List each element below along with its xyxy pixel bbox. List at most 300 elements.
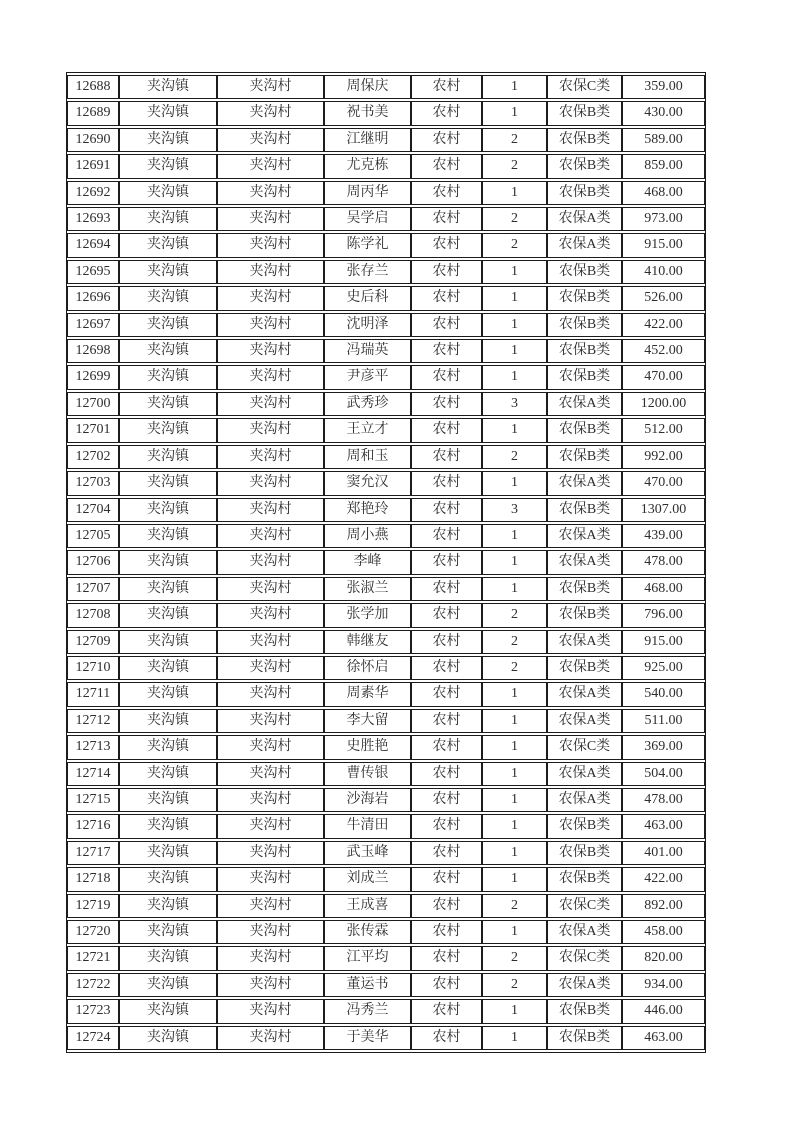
cell-town: 夹沟镇	[119, 999, 217, 1023]
cell-village: 夹沟村	[217, 762, 324, 786]
cell-town: 夹沟镇	[119, 656, 217, 680]
cell-serial: 12714	[67, 762, 119, 786]
table-row	[67, 233, 705, 257]
cell-residence: 农村	[411, 920, 482, 944]
cell-amount: 478.00	[622, 550, 705, 574]
cell-amount: 410.00	[622, 260, 705, 284]
cell-amount: 463.00	[622, 814, 705, 838]
cell-name: 李大留	[324, 709, 411, 733]
cell-residence: 农村	[411, 75, 482, 99]
cell-name: 刘成兰	[324, 867, 411, 891]
cell-serial: 12722	[67, 973, 119, 997]
cell-name: 武玉峰	[324, 841, 411, 865]
cell-residence: 农村	[411, 233, 482, 257]
cell-category: 农保A类	[547, 709, 622, 733]
cell-category: 农保C类	[547, 894, 622, 918]
cell-village: 夹沟村	[217, 999, 324, 1023]
cell-serial: 12706	[67, 550, 119, 574]
cell-town: 夹沟镇	[119, 339, 217, 363]
table-row	[67, 550, 705, 574]
cell-category: 农保B类	[547, 577, 622, 601]
cell-name: 窦允汉	[324, 471, 411, 495]
cell-village: 夹沟村	[217, 577, 324, 601]
cell-name: 武秀珍	[324, 392, 411, 416]
cell-village: 夹沟村	[217, 498, 324, 522]
cell-amount: 915.00	[622, 233, 705, 257]
cell-count: 2	[482, 233, 547, 257]
cell-amount: 478.00	[622, 788, 705, 812]
cell-amount: 458.00	[622, 920, 705, 944]
cell-category: 农保B类	[547, 445, 622, 469]
cell-count: 1	[482, 867, 547, 891]
cell-amount: 422.00	[622, 867, 705, 891]
table-row	[67, 709, 705, 733]
table-body	[67, 75, 705, 1050]
cell-serial: 12697	[67, 313, 119, 337]
cell-serial: 12700	[67, 392, 119, 416]
cell-name: 周保庆	[324, 75, 411, 99]
cell-town: 夹沟镇	[119, 207, 217, 231]
table-row	[67, 841, 705, 865]
cell-count: 1	[482, 260, 547, 284]
table-row	[67, 1026, 705, 1050]
cell-residence: 农村	[411, 418, 482, 442]
cell-amount: 512.00	[622, 418, 705, 442]
table-row	[67, 498, 705, 522]
cell-serial: 12698	[67, 339, 119, 363]
cell-village: 夹沟村	[217, 735, 324, 759]
cell-residence: 农村	[411, 286, 482, 310]
cell-count: 1	[482, 365, 547, 389]
cell-serial: 12694	[67, 233, 119, 257]
cell-town: 夹沟镇	[119, 286, 217, 310]
cell-village: 夹沟村	[217, 973, 324, 997]
cell-amount: 511.00	[622, 709, 705, 733]
cell-amount: 992.00	[622, 445, 705, 469]
cell-serial: 12705	[67, 524, 119, 548]
cell-town: 夹沟镇	[119, 867, 217, 891]
cell-category: 农保A类	[547, 630, 622, 654]
cell-name: 吴学启	[324, 207, 411, 231]
cell-village: 夹沟村	[217, 814, 324, 838]
cell-count: 2	[482, 973, 547, 997]
cell-residence: 农村	[411, 392, 482, 416]
cell-residence: 农村	[411, 550, 482, 574]
cell-village: 夹沟村	[217, 75, 324, 99]
cell-town: 夹沟镇	[119, 814, 217, 838]
cell-amount: 470.00	[622, 471, 705, 495]
cell-residence: 农村	[411, 313, 482, 337]
cell-category: 农保A类	[547, 392, 622, 416]
cell-category: 农保A类	[547, 920, 622, 944]
cell-count: 3	[482, 498, 547, 522]
cell-amount: 973.00	[622, 207, 705, 231]
cell-serial: 12724	[67, 1026, 119, 1050]
cell-amount: 359.00	[622, 75, 705, 99]
cell-name: 冯秀兰	[324, 999, 411, 1023]
cell-category: 农保B类	[547, 999, 622, 1023]
cell-count: 1	[482, 814, 547, 838]
cell-residence: 农村	[411, 181, 482, 205]
cell-village: 夹沟村	[217, 630, 324, 654]
cell-village: 夹沟村	[217, 550, 324, 574]
cell-town: 夹沟镇	[119, 973, 217, 997]
cell-town: 夹沟镇	[119, 894, 217, 918]
cell-category: 农保A类	[547, 762, 622, 786]
cell-town: 夹沟镇	[119, 498, 217, 522]
cell-residence: 农村	[411, 762, 482, 786]
cell-residence: 农村	[411, 577, 482, 601]
table-row	[67, 867, 705, 891]
cell-amount: 430.00	[622, 101, 705, 125]
cell-residence: 农村	[411, 656, 482, 680]
cell-category: 农保B类	[547, 260, 622, 284]
cell-village: 夹沟村	[217, 207, 324, 231]
cell-serial: 12713	[67, 735, 119, 759]
cell-village: 夹沟村	[217, 788, 324, 812]
cell-residence: 农村	[411, 339, 482, 363]
cell-category: 农保B类	[547, 1026, 622, 1050]
table-row	[67, 735, 705, 759]
cell-serial: 12689	[67, 101, 119, 125]
cell-count: 1	[482, 841, 547, 865]
cell-name: 周小燕	[324, 524, 411, 548]
cell-count: 2	[482, 946, 547, 970]
cell-town: 夹沟镇	[119, 260, 217, 284]
cell-name: 史胜艳	[324, 735, 411, 759]
cell-count: 2	[482, 445, 547, 469]
cell-village: 夹沟村	[217, 418, 324, 442]
cell-amount: 796.00	[622, 603, 705, 627]
table-row	[67, 339, 705, 363]
cell-town: 夹沟镇	[119, 682, 217, 706]
cell-serial: 12701	[67, 418, 119, 442]
cell-name: 周和玉	[324, 445, 411, 469]
cell-count: 2	[482, 630, 547, 654]
table-row	[67, 445, 705, 469]
cell-residence: 农村	[411, 709, 482, 733]
cell-residence: 农村	[411, 735, 482, 759]
cell-name: 祝书美	[324, 101, 411, 125]
table-row	[67, 418, 705, 442]
table-row	[67, 365, 705, 389]
table-row	[67, 920, 705, 944]
cell-category: 农保B类	[547, 286, 622, 310]
cell-residence: 农村	[411, 445, 482, 469]
cell-count: 1	[482, 75, 547, 99]
table-row	[67, 101, 705, 125]
cell-town: 夹沟镇	[119, 365, 217, 389]
cell-amount: 452.00	[622, 339, 705, 363]
cell-name: 张淑兰	[324, 577, 411, 601]
cell-serial: 12712	[67, 709, 119, 733]
cell-village: 夹沟村	[217, 233, 324, 257]
cell-count: 1	[482, 577, 547, 601]
cell-count: 1	[482, 313, 547, 337]
table-row	[67, 260, 705, 284]
cell-town: 夹沟镇	[119, 762, 217, 786]
cell-serial: 12720	[67, 920, 119, 944]
cell-name: 张学加	[324, 603, 411, 627]
cell-town: 夹沟镇	[119, 920, 217, 944]
cell-category: 农保C类	[547, 946, 622, 970]
cell-town: 夹沟镇	[119, 392, 217, 416]
table-row	[67, 524, 705, 548]
cell-village: 夹沟村	[217, 709, 324, 733]
cell-category: 农保B类	[547, 154, 622, 178]
cell-category: 农保A类	[547, 973, 622, 997]
cell-amount: 859.00	[622, 154, 705, 178]
table-row	[67, 313, 705, 337]
cell-serial: 12721	[67, 946, 119, 970]
cell-residence: 农村	[411, 260, 482, 284]
cell-residence: 农村	[411, 682, 482, 706]
cell-serial: 12696	[67, 286, 119, 310]
table-row	[67, 75, 705, 99]
cell-name: 江继明	[324, 128, 411, 152]
cell-amount: 470.00	[622, 365, 705, 389]
cell-serial: 12716	[67, 814, 119, 838]
cell-residence: 农村	[411, 999, 482, 1023]
cell-village: 夹沟村	[217, 260, 324, 284]
cell-village: 夹沟村	[217, 841, 324, 865]
cell-town: 夹沟镇	[119, 946, 217, 970]
cell-count: 1	[482, 1026, 547, 1050]
table-row	[67, 181, 705, 205]
cell-town: 夹沟镇	[119, 313, 217, 337]
cell-serial: 12699	[67, 365, 119, 389]
cell-village: 夹沟村	[217, 128, 324, 152]
cell-amount: 468.00	[622, 181, 705, 205]
cell-category: 农保A类	[547, 682, 622, 706]
cell-category: 农保B类	[547, 814, 622, 838]
cell-amount: 422.00	[622, 313, 705, 337]
table-row	[67, 762, 705, 786]
cell-count: 1	[482, 471, 547, 495]
cell-category: 农保A类	[547, 471, 622, 495]
table-row	[67, 603, 705, 627]
cell-village: 夹沟村	[217, 445, 324, 469]
cell-town: 夹沟镇	[119, 841, 217, 865]
cell-serial: 12708	[67, 603, 119, 627]
table-row	[67, 207, 705, 231]
cell-category: 农保B类	[547, 101, 622, 125]
cell-amount: 439.00	[622, 524, 705, 548]
cell-amount: 401.00	[622, 841, 705, 865]
cell-count: 3	[482, 392, 547, 416]
cell-serial: 12723	[67, 999, 119, 1023]
cell-serial: 12703	[67, 471, 119, 495]
cell-name: 李峰	[324, 550, 411, 574]
cell-count: 1	[482, 735, 547, 759]
table-row	[67, 154, 705, 178]
cell-category: 农保B类	[547, 128, 622, 152]
cell-residence: 农村	[411, 894, 482, 918]
cell-village: 夹沟村	[217, 154, 324, 178]
cell-town: 夹沟镇	[119, 788, 217, 812]
cell-amount: 463.00	[622, 1026, 705, 1050]
cell-amount: 820.00	[622, 946, 705, 970]
cell-village: 夹沟村	[217, 101, 324, 125]
cell-name: 张传霖	[324, 920, 411, 944]
cell-count: 2	[482, 128, 547, 152]
cell-count: 1	[482, 286, 547, 310]
cell-serial: 12707	[67, 577, 119, 601]
cell-serial: 12711	[67, 682, 119, 706]
cell-count: 1	[482, 550, 547, 574]
table-row	[67, 973, 705, 997]
cell-residence: 农村	[411, 498, 482, 522]
cell-category: 农保B类	[547, 339, 622, 363]
cell-amount: 589.00	[622, 128, 705, 152]
cell-category: 农保B类	[547, 867, 622, 891]
cell-town: 夹沟镇	[119, 154, 217, 178]
cell-amount: 468.00	[622, 577, 705, 601]
cell-village: 夹沟村	[217, 471, 324, 495]
cell-count: 1	[482, 788, 547, 812]
cell-count: 1	[482, 339, 547, 363]
cell-serial: 12691	[67, 154, 119, 178]
table-row	[67, 577, 705, 601]
cell-town: 夹沟镇	[119, 418, 217, 442]
cell-name: 于美华	[324, 1026, 411, 1050]
cell-name: 江平均	[324, 946, 411, 970]
cell-town: 夹沟镇	[119, 735, 217, 759]
cell-village: 夹沟村	[217, 1026, 324, 1050]
cell-category: 农保B类	[547, 841, 622, 865]
cell-name: 韩继友	[324, 630, 411, 654]
cell-name: 王立才	[324, 418, 411, 442]
cell-village: 夹沟村	[217, 682, 324, 706]
cell-amount: 526.00	[622, 286, 705, 310]
cell-residence: 农村	[411, 788, 482, 812]
cell-name: 尹彦平	[324, 365, 411, 389]
cell-town: 夹沟镇	[119, 524, 217, 548]
cell-name: 陈学礼	[324, 233, 411, 257]
cell-count: 1	[482, 920, 547, 944]
cell-village: 夹沟村	[217, 524, 324, 548]
cell-residence: 农村	[411, 867, 482, 891]
cell-serial: 12688	[67, 75, 119, 99]
cell-name: 董运书	[324, 973, 411, 997]
cell-count: 2	[482, 656, 547, 680]
cell-category: 农保B类	[547, 418, 622, 442]
table-row	[67, 286, 705, 310]
cell-name: 牛清田	[324, 814, 411, 838]
table-row	[67, 682, 705, 706]
cell-village: 夹沟村	[217, 946, 324, 970]
cell-amount: 446.00	[622, 999, 705, 1023]
cell-village: 夹沟村	[217, 867, 324, 891]
cell-name: 周素华	[324, 682, 411, 706]
cell-residence: 农村	[411, 154, 482, 178]
cell-count: 2	[482, 207, 547, 231]
cell-amount: 934.00	[622, 973, 705, 997]
cell-residence: 农村	[411, 128, 482, 152]
cell-residence: 农村	[411, 841, 482, 865]
cell-category: 农保C类	[547, 735, 622, 759]
cell-count: 1	[482, 101, 547, 125]
cell-count: 1	[482, 181, 547, 205]
cell-name: 尤克栋	[324, 154, 411, 178]
cell-amount: 1200.00	[622, 392, 705, 416]
cell-category: 农保A类	[547, 207, 622, 231]
cell-serial: 12690	[67, 128, 119, 152]
cell-serial: 12695	[67, 260, 119, 284]
cell-amount: 369.00	[622, 735, 705, 759]
table-row	[67, 630, 705, 654]
cell-village: 夹沟村	[217, 339, 324, 363]
cell-category: 农保A类	[547, 550, 622, 574]
cell-village: 夹沟村	[217, 392, 324, 416]
cell-residence: 农村	[411, 207, 482, 231]
cell-category: 农保B类	[547, 603, 622, 627]
cell-serial: 12702	[67, 445, 119, 469]
cell-town: 夹沟镇	[119, 603, 217, 627]
cell-category: 农保B类	[547, 498, 622, 522]
cell-amount: 504.00	[622, 762, 705, 786]
cell-town: 夹沟镇	[119, 550, 217, 574]
cell-count: 2	[482, 603, 547, 627]
cell-town: 夹沟镇	[119, 445, 217, 469]
cell-village: 夹沟村	[217, 920, 324, 944]
cell-count: 1	[482, 709, 547, 733]
cell-name: 史后科	[324, 286, 411, 310]
cell-village: 夹沟村	[217, 181, 324, 205]
cell-category: 农保C类	[547, 75, 622, 99]
cell-count: 1	[482, 999, 547, 1023]
cell-residence: 农村	[411, 603, 482, 627]
cell-town: 夹沟镇	[119, 181, 217, 205]
cell-name: 张存兰	[324, 260, 411, 284]
cell-town: 夹沟镇	[119, 233, 217, 257]
cell-serial: 12715	[67, 788, 119, 812]
cell-count: 2	[482, 894, 547, 918]
cell-serial: 12717	[67, 841, 119, 865]
table-row	[67, 894, 705, 918]
cell-name: 王成喜	[324, 894, 411, 918]
cell-name: 周丙华	[324, 181, 411, 205]
cell-residence: 农村	[411, 365, 482, 389]
cell-residence: 农村	[411, 471, 482, 495]
cell-residence: 农村	[411, 973, 482, 997]
cell-count: 1	[482, 682, 547, 706]
cell-name: 徐怀启	[324, 656, 411, 680]
cell-amount: 1307.00	[622, 498, 705, 522]
cell-amount: 915.00	[622, 630, 705, 654]
cell-count: 2	[482, 154, 547, 178]
cell-village: 夹沟村	[217, 365, 324, 389]
cell-town: 夹沟镇	[119, 471, 217, 495]
cell-town: 夹沟镇	[119, 101, 217, 125]
cell-village: 夹沟村	[217, 894, 324, 918]
cell-count: 1	[482, 524, 547, 548]
cell-serial: 12719	[67, 894, 119, 918]
cell-count: 1	[482, 418, 547, 442]
cell-amount: 540.00	[622, 682, 705, 706]
cell-town: 夹沟镇	[119, 75, 217, 99]
cell-residence: 农村	[411, 1026, 482, 1050]
cell-residence: 农村	[411, 946, 482, 970]
cell-serial: 12718	[67, 867, 119, 891]
table-row	[67, 946, 705, 970]
cell-village: 夹沟村	[217, 603, 324, 627]
cell-town: 夹沟镇	[119, 630, 217, 654]
cell-name: 沙海岩	[324, 788, 411, 812]
cell-serial: 12710	[67, 656, 119, 680]
cell-category: 农保A类	[547, 233, 622, 257]
cell-category: 农保A类	[547, 788, 622, 812]
